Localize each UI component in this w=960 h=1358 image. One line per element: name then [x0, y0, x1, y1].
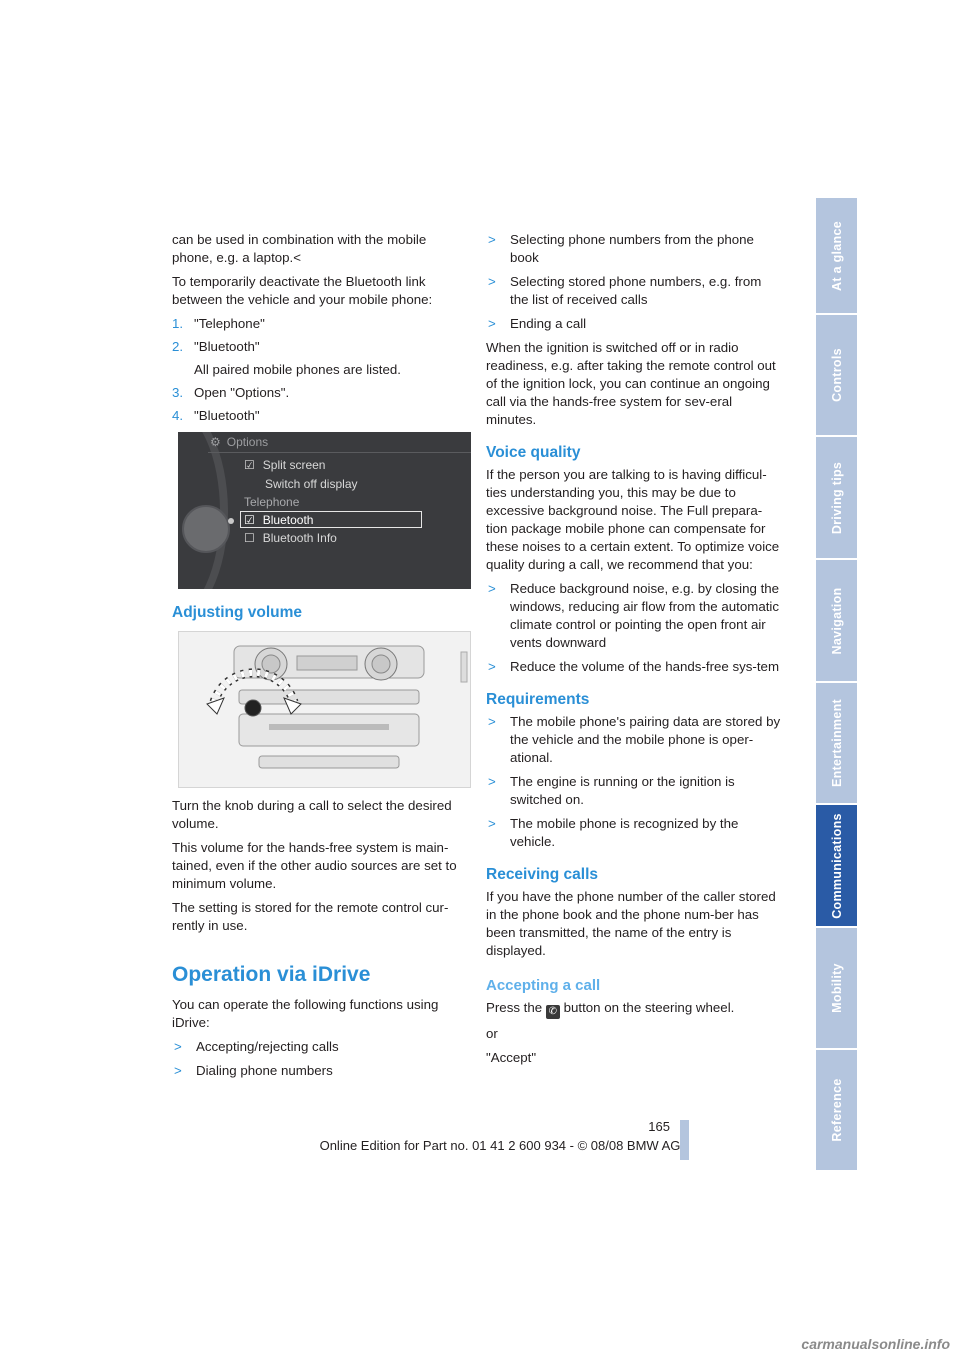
- adjusting-volume-heading: Adjusting volume: [172, 604, 303, 621]
- end-mark: <: [293, 250, 302, 265]
- deactivate-intro: To temporarily deactivate the Bluetooth link between the vehicle and your mobile phone:: [172, 274, 433, 307]
- list-item: > Reduce background noise, e.g. by closing the windows, reducing air flow from the automatic climate control or pointing the open front air vents downward: [488, 581, 780, 650]
- idrive-intro: You can operate the following functions using iDrive:: [172, 997, 439, 1030]
- voice-quality-heading: Voice quality: [486, 444, 581, 461]
- requirements-heading: Requirements: [486, 691, 590, 708]
- list-item: > Selecting phone numbers from the phone book: [488, 232, 754, 265]
- section-tabs: [816, 198, 857, 1172]
- volume-paragraph-3: The setting is stored for the remote control cur-rently in use.: [172, 900, 449, 933]
- left-column: [172, 231, 467, 430]
- press-button-line: Press the ✆ button on the steering wheel.: [486, 1000, 735, 1017]
- tab-driving-tips[interactable]: Driving tips: [816, 437, 857, 560]
- or-text: or: [486, 1026, 498, 1041]
- list-item: > The engine is running or the ignition is switched on.: [488, 774, 735, 807]
- receiving-paragraph: If you have the phone number of the caller stored in the phone book and the phone num-ber has been transmitted, the name of the entry is displayed.: [486, 889, 776, 958]
- step-2: 2. "Bluetooth": [172, 339, 260, 354]
- tab-reference[interactable]: Reference: [816, 1050, 857, 1172]
- page-number: 165: [648, 1119, 670, 1134]
- menu-header: ⚙ Options: [210, 435, 269, 449]
- tab-entertainment[interactable]: Entertainment: [816, 683, 857, 805]
- list-item: > Selecting stored phone numbers, e.g. from the list of received calls: [488, 274, 762, 307]
- footer-text: Online Edition for Part no. 01 41 2 600 934 - © 08/08 BMW AG: [319, 1138, 681, 1153]
- phone-icon: ✆: [546, 1005, 560, 1019]
- tab-communications[interactable]: Communications: [816, 805, 857, 928]
- checkbox-checked-icon: ☑: [244, 458, 255, 472]
- list-item: > The mobile phone is recognized by the vehicle.: [488, 816, 739, 849]
- intro-paragraph: [172, 231, 467, 267]
- intro-line-2: phone, e.g. a laptop.: [172, 250, 294, 265]
- volume-paragraph-2: This volume for the hands-free system is main-tained, even if the other audio sources are set to minimum volume.: [172, 840, 457, 891]
- list-item: > Accepting/rejecting calls: [174, 1039, 339, 1054]
- idrive-options-screenshot: [178, 432, 471, 589]
- receiving-calls-heading: Receiving calls: [486, 866, 599, 883]
- watermark: carmanualsonline.info: [801, 1336, 950, 1352]
- list-item: > Reduce the volume of the hands-free sys-tem: [488, 659, 780, 674]
- tab-at-a-glance[interactable]: At a glance: [816, 198, 857, 315]
- options-icon: ⚙: [210, 435, 221, 449]
- operation-via-idrive-heading: Operation via iDrive: [172, 963, 371, 986]
- ignition-paragraph: When the ignition is switched off or in radio readiness, e.g. after taking the remote control out of the ignition lock, you can continue an ongoing call via the hands-free system for sev-eral minutes.: [486, 340, 776, 427]
- tab-controls[interactable]: Controls: [816, 315, 857, 437]
- menu-item-telephone: Telephone: [244, 495, 300, 509]
- intro-line-1: can be used in combination with the mobile: [172, 232, 427, 247]
- step-2-sub: All paired mobile phones are listed.: [194, 362, 401, 377]
- menu-item-switch-off-display: Switch off display: [265, 477, 358, 491]
- list-item: > Ending a call: [488, 316, 587, 331]
- menu-item-split-screen: ☑ Split screen: [244, 458, 326, 472]
- volume-text: [172, 797, 467, 941]
- knob-indicator: [228, 518, 234, 524]
- checkbox-checked-icon: ☑: [244, 513, 255, 527]
- tab-mobility[interactable]: Mobility: [816, 928, 857, 1050]
- idrive-text: [172, 996, 467, 1086]
- accept-text: "Accept": [486, 1050, 537, 1065]
- step-4: 4. "Bluetooth": [172, 408, 260, 423]
- menu-item-bluetooth: ☑ Bluetooth: [244, 513, 314, 527]
- accepting-call-heading: Accepting a call: [486, 977, 601, 994]
- voice-quality-paragraph: If the person you are talking to is having difficul-ties understanding you, this may be due to excessive background noise. The Full prepara-tion package mobile phone can compensate for these noises to a certain extent. To optimize voice quality during a call, we recommend that you:: [486, 467, 780, 572]
- center-console-illustration: [178, 631, 471, 788]
- list-item: > The mobile phone's pairing data are stored by the vehicle and the mobile phone is oper-ational.: [488, 714, 781, 765]
- checkbox-empty-icon: ☐: [244, 531, 255, 545]
- list-item: > Dialing phone numbers: [174, 1063, 333, 1078]
- volume-paragraph-1: Turn the knob during a call to select the desired volume.: [172, 798, 452, 831]
- step-3: 3. Open "Options".: [172, 385, 290, 400]
- console-drawing: [179, 632, 471, 788]
- right-column: [486, 231, 781, 1073]
- menu-divider: [208, 452, 471, 453]
- tab-navigation[interactable]: Navigation: [816, 560, 857, 683]
- menu-item-bluetooth-info: ☐ Bluetooth Info: [244, 531, 337, 545]
- step-1: 1. "Telephone": [172, 316, 265, 331]
- knob-center: [182, 505, 230, 553]
